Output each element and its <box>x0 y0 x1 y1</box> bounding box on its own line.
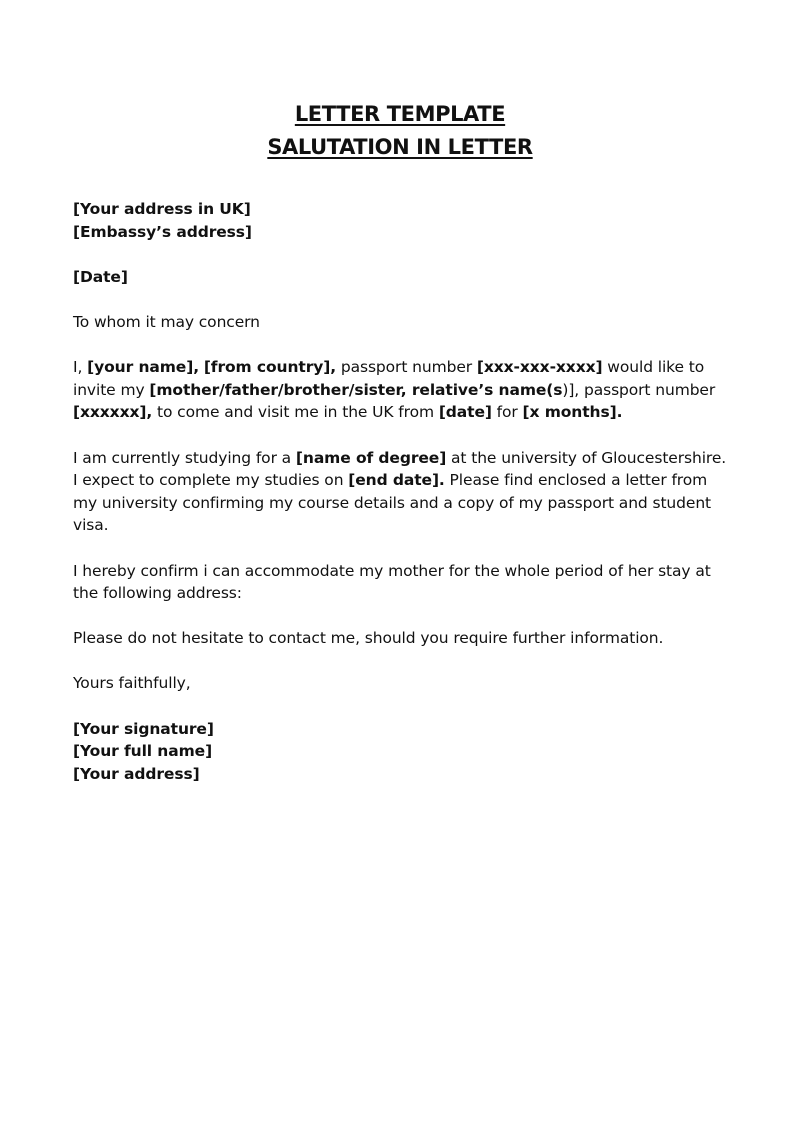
paragraph-invitation: I, [your name], [from country], passport number [xxx-xxx-xxxx] would like to invite my [mother/father/brother/sister, relative’s name(s)], passport number [xxxxxx], to come and visit me in the UK from [date] for [x months]. <box>73 358 716 422</box>
closing: Yours faithfully, <box>73 674 191 693</box>
greeting: To whom it may concern <box>73 312 260 331</box>
sender-address-uk: [Your address in UK] <box>73 200 251 218</box>
paragraph-accommodation: I hereby confirm i can accommodate my mother for the whole period of her stay at the following address: <box>73 561 711 603</box>
paragraph-studies: I am currently studying for a [name of degree] at the university of Gloucestershire. I expect to complete my studies on [end date]. Please find enclosed a letter from my university confirming my course details and a copy of my passport and student visa. <box>73 448 727 535</box>
title-letter-template: LETTER TEMPLATE <box>294 102 506 126</box>
embassy-address: [Embassy’s address] <box>73 222 252 241</box>
full-name-placeholder: [Your full name] <box>73 742 213 761</box>
title-salutation: SALUTATION IN LETTER <box>267 135 533 159</box>
paragraph-contact: Please do not hesitate to contact me, should you require further information. <box>73 629 664 648</box>
letter-body <box>73 198 733 785</box>
address-placeholder: [Your address] <box>73 764 200 783</box>
signature-placeholder: [Your signature] <box>73 719 214 738</box>
letter-date: [Date] <box>73 267 128 286</box>
letter-header <box>0 98 800 164</box>
